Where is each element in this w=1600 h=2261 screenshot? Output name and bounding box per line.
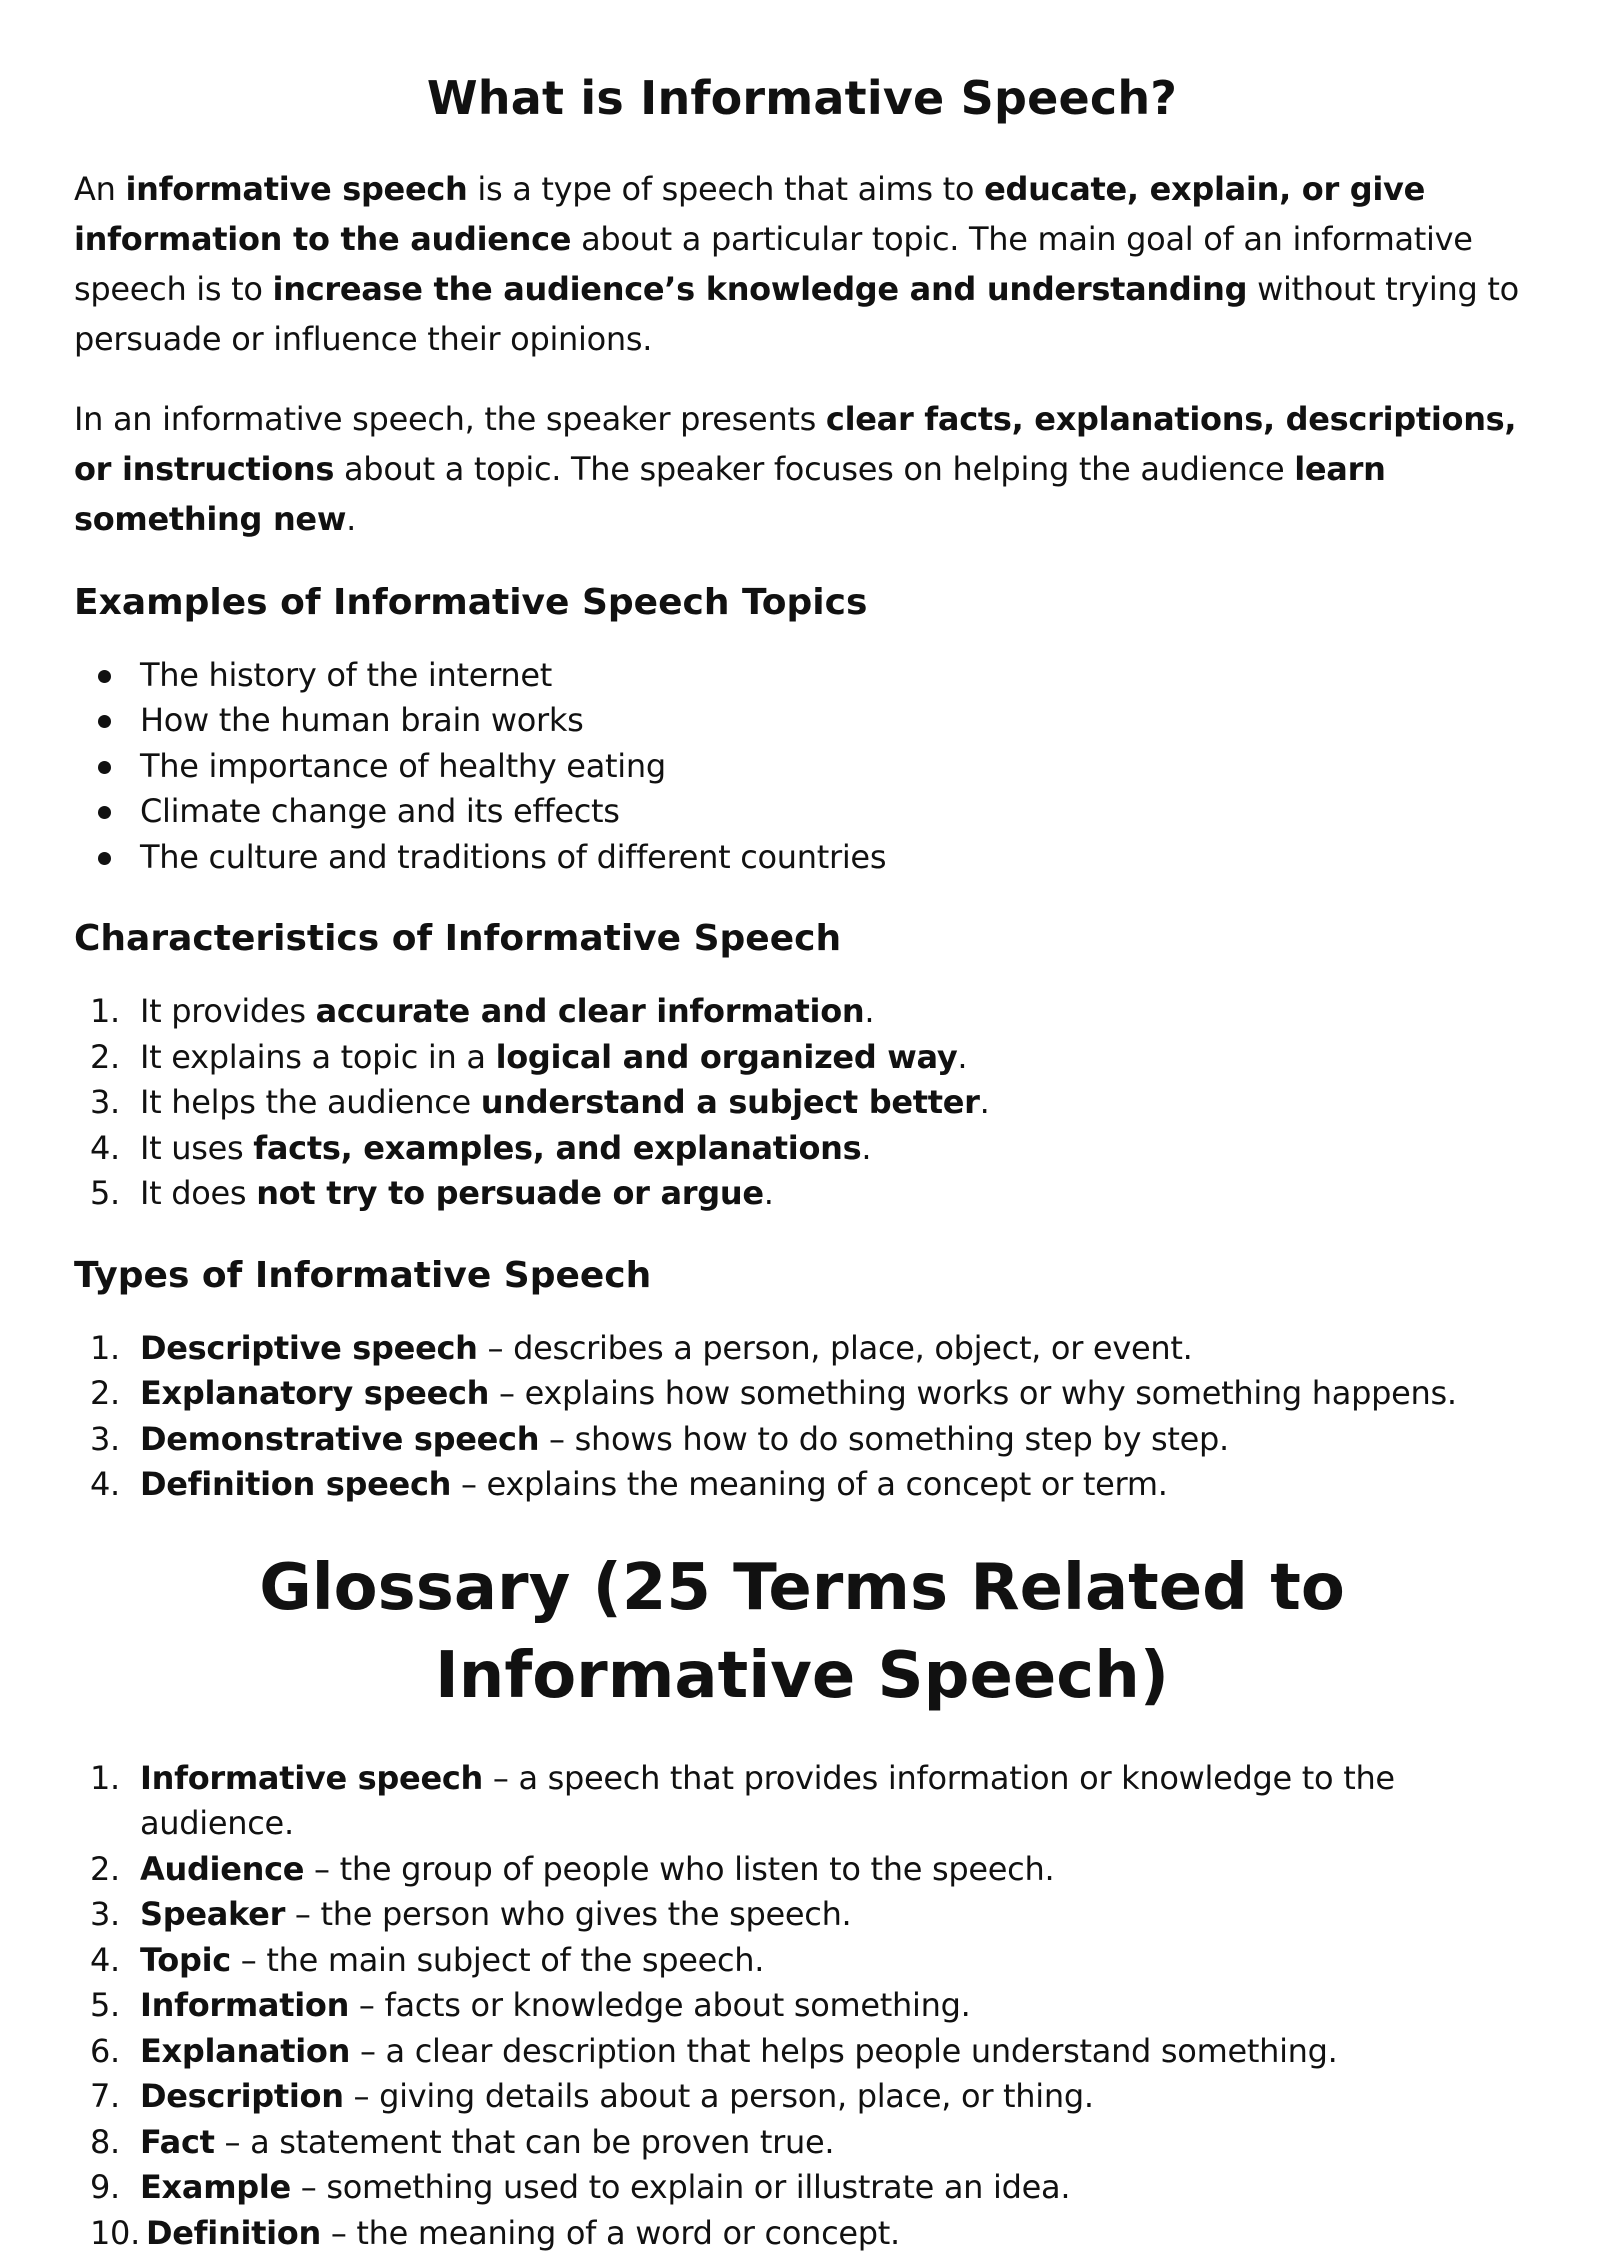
- item-number: 10.: [90, 2213, 140, 2252]
- list-item: [74, 1417, 1530, 1463]
- list-item: [74, 1371, 1530, 1417]
- list-item: [74, 1462, 1530, 1508]
- types-heading: Types of Informative Speech: [74, 1254, 652, 1296]
- term: Audience: [140, 1849, 305, 1888]
- term: Explanatory speech: [140, 1374, 490, 1412]
- item-text: It explains a topic in a: [140, 1037, 496, 1076]
- item-number: 9.: [90, 2168, 120, 2206]
- list-item-text: The importance of healthy eating: [140, 746, 666, 785]
- term: Definition speech: [140, 1465, 452, 1503]
- list-item: [74, 2165, 1530, 2211]
- list-item: [74, 2029, 1530, 2075]
- list-item: [74, 1126, 1530, 1172]
- item-number: 1.: [90, 992, 120, 1030]
- item-number: 2.: [90, 1374, 120, 1412]
- list-item: [74, 2074, 1530, 2120]
- bold-phrase: educate, explain, or give information to the audience: [74, 169, 1426, 258]
- bullet-icon: [98, 761, 111, 774]
- item-number: 4.: [90, 1465, 120, 1503]
- list-item-text: How the human brain works: [140, 701, 584, 739]
- item-text: It uses: [140, 1128, 254, 1167]
- bold-phrase: informative speech: [125, 169, 468, 208]
- definition: – explains the meaning of a concept or term.: [451, 1465, 1168, 1503]
- characteristics-list: [74, 989, 1530, 1217]
- text-run: .: [346, 499, 356, 538]
- item-text: It helps the audience: [140, 1083, 481, 1121]
- item-text-end: .: [979, 1083, 990, 1121]
- item-number: 3.: [90, 1419, 120, 1458]
- text-run: without trying to persuade or influence their opinions.: [74, 269, 1519, 358]
- definition: – the meaning of a word or concept.: [320, 2213, 900, 2252]
- item-bold-text: accurate and clear information: [315, 992, 865, 1030]
- term: Information: [140, 1986, 350, 2024]
- item-bold-text: not try to persuade or argue: [256, 1174, 764, 1212]
- item-number: 3.: [90, 1895, 120, 1933]
- list-item: [74, 1892, 1530, 1938]
- item-text-end: .: [861, 1128, 872, 1167]
- item-bold-text: understand a subject better: [480, 1083, 980, 1121]
- bullet-icon: [98, 670, 111, 683]
- term: Definition: [146, 2213, 321, 2252]
- intro-paragraph-2: [74, 394, 1530, 544]
- definition: – giving details about a person, place, or thing.: [343, 2077, 1094, 2115]
- list-item-text: The history of the internet: [140, 655, 553, 694]
- term: Speaker: [140, 1895, 286, 1933]
- item-bold-text: facts, examples, and explanations: [253, 1128, 862, 1167]
- definition: – shows how to do something step by step.: [539, 1419, 1229, 1458]
- item-number: 5.: [90, 1986, 120, 2024]
- text-run: about a particular topic. The main goal of an informative speech is to: [74, 219, 1473, 308]
- text-run: In an informative speech, the speaker presents: [74, 399, 826, 438]
- list-item: [74, 2120, 1530, 2166]
- term: Topic: [140, 1940, 231, 1979]
- list-item: [74, 789, 1530, 835]
- text-run: is a type of speech that aims to: [467, 169, 985, 208]
- list-item-text: Climate change and its effects: [140, 792, 620, 830]
- types-list: [74, 1326, 1530, 1508]
- list-item: [74, 1326, 1530, 1372]
- definition: – facts or knowledge about something.: [349, 1986, 971, 2024]
- list-item: [74, 2211, 1530, 2257]
- definition: – the group of people who listen to the speech.: [304, 1849, 1055, 1888]
- item-number: 6.: [90, 2031, 120, 2070]
- bold-phrase: learn something new: [74, 449, 1386, 538]
- bold-phrase: clear facts, explanations, descriptions, or instructions: [74, 399, 1517, 488]
- item-text-end: .: [763, 1174, 774, 1212]
- list-item: [74, 1756, 1530, 1847]
- list-item: [74, 835, 1530, 881]
- term: Demonstrative speech: [140, 1419, 540, 1458]
- definition: – something used to explain or illustrate an idea.: [290, 2168, 1071, 2206]
- item-number: 1.: [90, 1758, 120, 1797]
- item-text-end: .: [864, 992, 875, 1030]
- item-text: It provides: [140, 992, 316, 1030]
- definition: – explains how something works or why something happens.: [489, 1374, 1457, 1412]
- list-item: [74, 1171, 1530, 1217]
- characteristics-heading: Characteristics of Informative Speech: [74, 918, 842, 959]
- list-item: [74, 744, 1530, 790]
- item-number: 1.: [90, 1328, 120, 1367]
- list-item: [74, 989, 1530, 1035]
- item-bold-text: logical and organized way: [495, 1037, 958, 1076]
- definition: – a clear description that helps people understand something.: [350, 2031, 1338, 2070]
- definition: – describes a person, place, object, or event.: [477, 1328, 1193, 1367]
- bullet-icon: [98, 806, 111, 819]
- list-item: [74, 653, 1530, 699]
- term: Explanation: [140, 2031, 351, 2070]
- item-number: 4.: [90, 1940, 120, 1979]
- list-item: [74, 1983, 1530, 2029]
- item-number: 2.: [90, 1037, 120, 1076]
- bullet-icon: [98, 852, 111, 865]
- glossary-list: [74, 1756, 1530, 2257]
- item-number: 4.: [90, 1128, 120, 1167]
- item-text: It does: [140, 1174, 257, 1212]
- term: Fact: [140, 2122, 215, 2161]
- definition: – the person who gives the speech.: [285, 1895, 852, 1933]
- item-number: 8.: [90, 2122, 120, 2161]
- term: Descriptive speech: [140, 1328, 478, 1367]
- examples-list: [74, 653, 1530, 881]
- page-title: What is Informative Speech?: [426, 71, 1178, 125]
- item-number: 2.: [90, 1849, 120, 1888]
- item-number: 7.: [90, 2077, 120, 2115]
- bold-phrase: increase the audience’s knowledge and understanding: [272, 269, 1248, 308]
- glossary-heading: Glossary (25 Terms Related to Informative Speech): [259, 1550, 1345, 1713]
- item-number: 3.: [90, 1083, 120, 1121]
- list-item: [74, 1847, 1530, 1893]
- list-item-text: The culture and traditions of different countries: [140, 837, 887, 876]
- list-item: [74, 1080, 1530, 1126]
- intro-paragraph-1: [74, 164, 1530, 364]
- definition: – a statement that can be proven true.: [214, 2122, 835, 2161]
- item-text-end: .: [957, 1037, 968, 1076]
- definition: – a speech that provides information or knowledge to the audience.: [140, 1758, 1395, 1842]
- text-run: about a topic. The speaker focuses on helping the audience: [334, 449, 1295, 488]
- definition: – the main subject of the speech.: [230, 1940, 765, 1979]
- text-run: An: [74, 169, 126, 208]
- term: Example: [140, 2168, 291, 2206]
- examples-heading: Examples of Informative Speech Topics: [74, 581, 868, 623]
- term: Description: [140, 2077, 344, 2115]
- item-number: 5.: [90, 1174, 120, 1212]
- bullet-icon: [98, 715, 111, 728]
- list-item: [74, 698, 1530, 744]
- list-item: [74, 1938, 1530, 1984]
- term: Informative speech: [140, 1758, 483, 1797]
- list-item: [74, 1035, 1530, 1081]
